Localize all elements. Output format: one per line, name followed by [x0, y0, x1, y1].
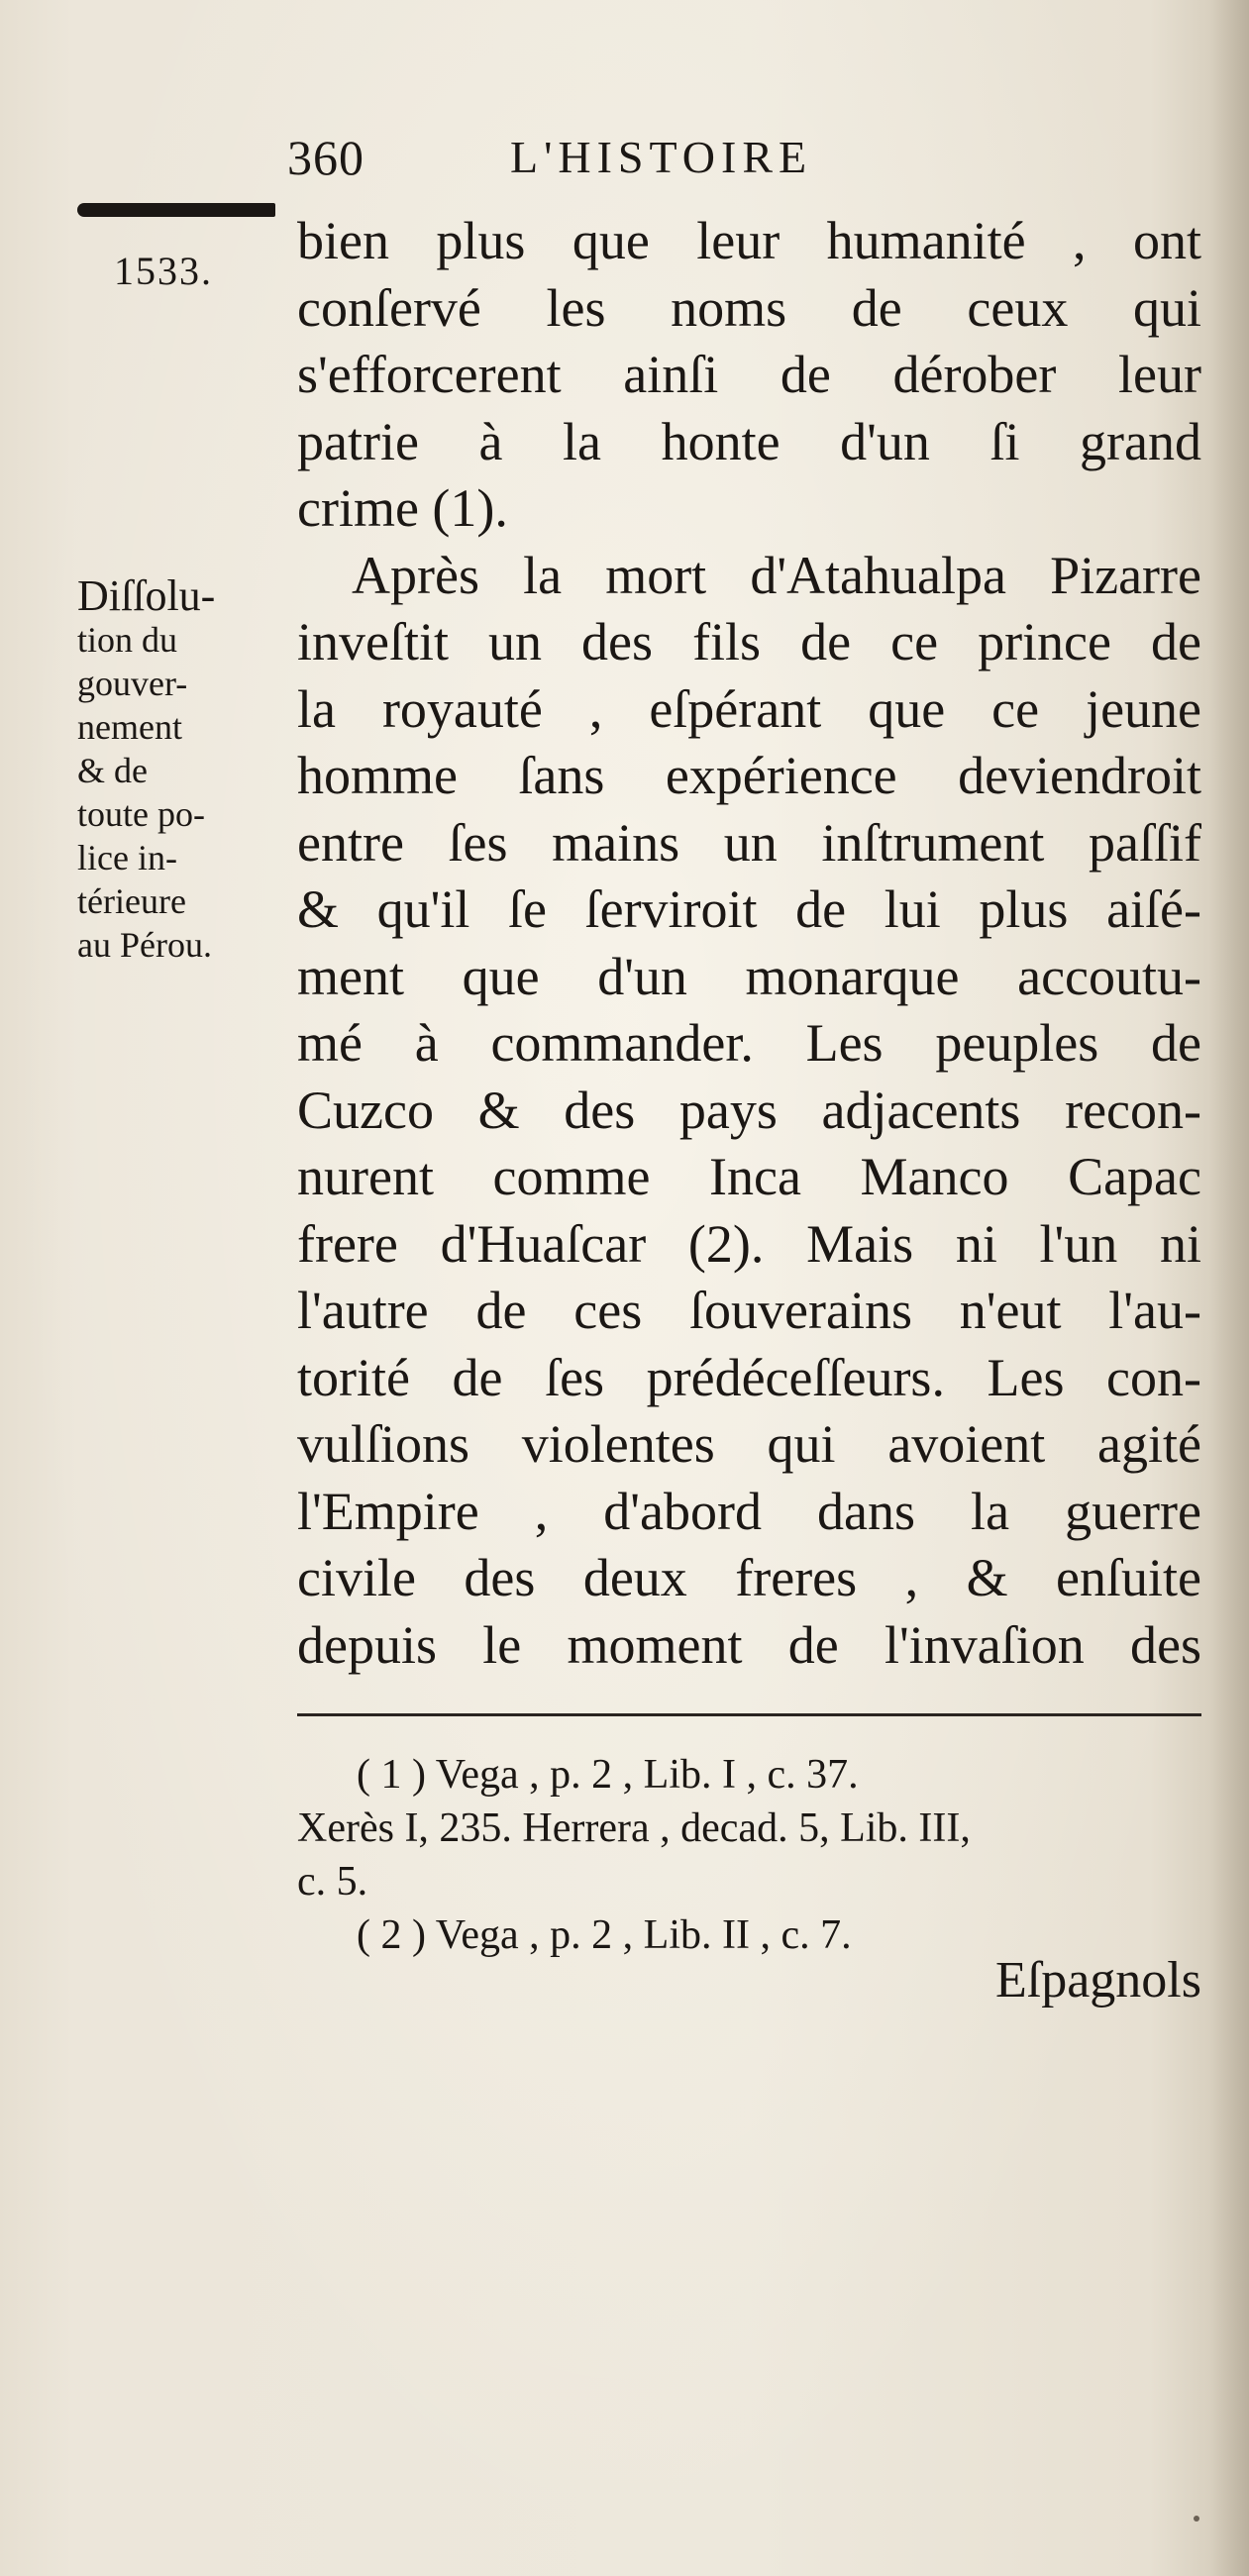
- footnote-line: ( 1 ) Vega , p. 2 , Lib. I , c. 37.: [357, 1752, 859, 1798]
- margin-note-line: nement: [77, 707, 182, 747]
- margin-rule: [77, 203, 275, 217]
- body-line: civile des deux freres , & enſuite: [297, 1548, 1201, 1607]
- body-line: torité de ſes prédéceſſeurs. Les con-: [297, 1347, 1201, 1407]
- page-edge-shadow: [1209, 0, 1249, 2576]
- running-head: L'HISTOIRE: [510, 132, 813, 182]
- margin-note-line: au Pérou.: [77, 925, 212, 965]
- margin-year: 1533.: [114, 249, 213, 293]
- footnote-line: c. 5.: [297, 1859, 368, 1905]
- footnotes: [297, 1748, 1201, 1962]
- margin-note-line: & de: [77, 751, 148, 790]
- margin-note-line: toute po-: [77, 794, 205, 834]
- margin-note-line: gouver-: [77, 664, 188, 703]
- catchword: Eſpagnols: [995, 1952, 1201, 2009]
- body-line: conſervé les noms de ceux qui: [297, 277, 1201, 338]
- body-line: Cuzco & des pays adjacents recon-: [297, 1080, 1201, 1140]
- margin-note-line: térieure: [77, 881, 186, 921]
- body-text: [297, 208, 1201, 1679]
- footnote-rule: [297, 1713, 1201, 1716]
- body-line: depuis le moment de l'invaſion des: [297, 1614, 1201, 1675]
- footnote-line: Xerès I, 235. Herrera , decad. 5, Lib. III,: [297, 1805, 971, 1851]
- body-line: homme ſans expérience deviendroit: [297, 746, 1201, 805]
- body-line: patrie à la honte d'un ſi grand: [297, 411, 1201, 471]
- body-line: entre ſes mains un inſtrument paſſif: [297, 812, 1201, 873]
- margin-note-line: tion du: [77, 620, 178, 660]
- body-line: la royauté , eſpérant que ce jeune: [297, 678, 1201, 739]
- body-line: bien plus que leur humanité , ont: [297, 211, 1201, 270]
- body-line: l'Empire , d'abord dans la guerre: [297, 1481, 1201, 1541]
- body-line: vulſions violentes qui avoient agité: [297, 1414, 1201, 1474]
- body-line: inveſtit un des fils de ce prince de: [297, 612, 1201, 671]
- page-number: 360: [287, 130, 364, 185]
- body-line: & qu'il ſe ſerviroit de lui plus aiſé-: [297, 879, 1201, 939]
- body-line: mé à commander. Les peuples de: [297, 1013, 1201, 1073]
- body-line: frere d'Huaſcar (2). Mais ni l'un ni: [297, 1213, 1201, 1274]
- body-line: Après la mort d'Atahualpa Pizarre: [352, 545, 1201, 605]
- margin-note-line: Diſſolu-: [77, 571, 216, 620]
- margin-note-line: lice in-: [77, 838, 177, 877]
- body-line: l'autre de ces ſouverains n'eut l'au-: [297, 1281, 1201, 1340]
- paper-speck: [1194, 2516, 1199, 2522]
- body-line: crime (1).: [297, 478, 508, 538]
- body-line: nurent comme Inca Manco Capac: [297, 1147, 1201, 1206]
- footnote-line: ( 2 ) Vega , p. 2 , Lib. II , c. 7.: [357, 1912, 852, 1958]
- body-line: s'efforcerent ainſi de dérober leur: [297, 345, 1201, 404]
- margin-note: [77, 571, 290, 967]
- body-line: ment que d'un monarque accoutu-: [297, 946, 1201, 1006]
